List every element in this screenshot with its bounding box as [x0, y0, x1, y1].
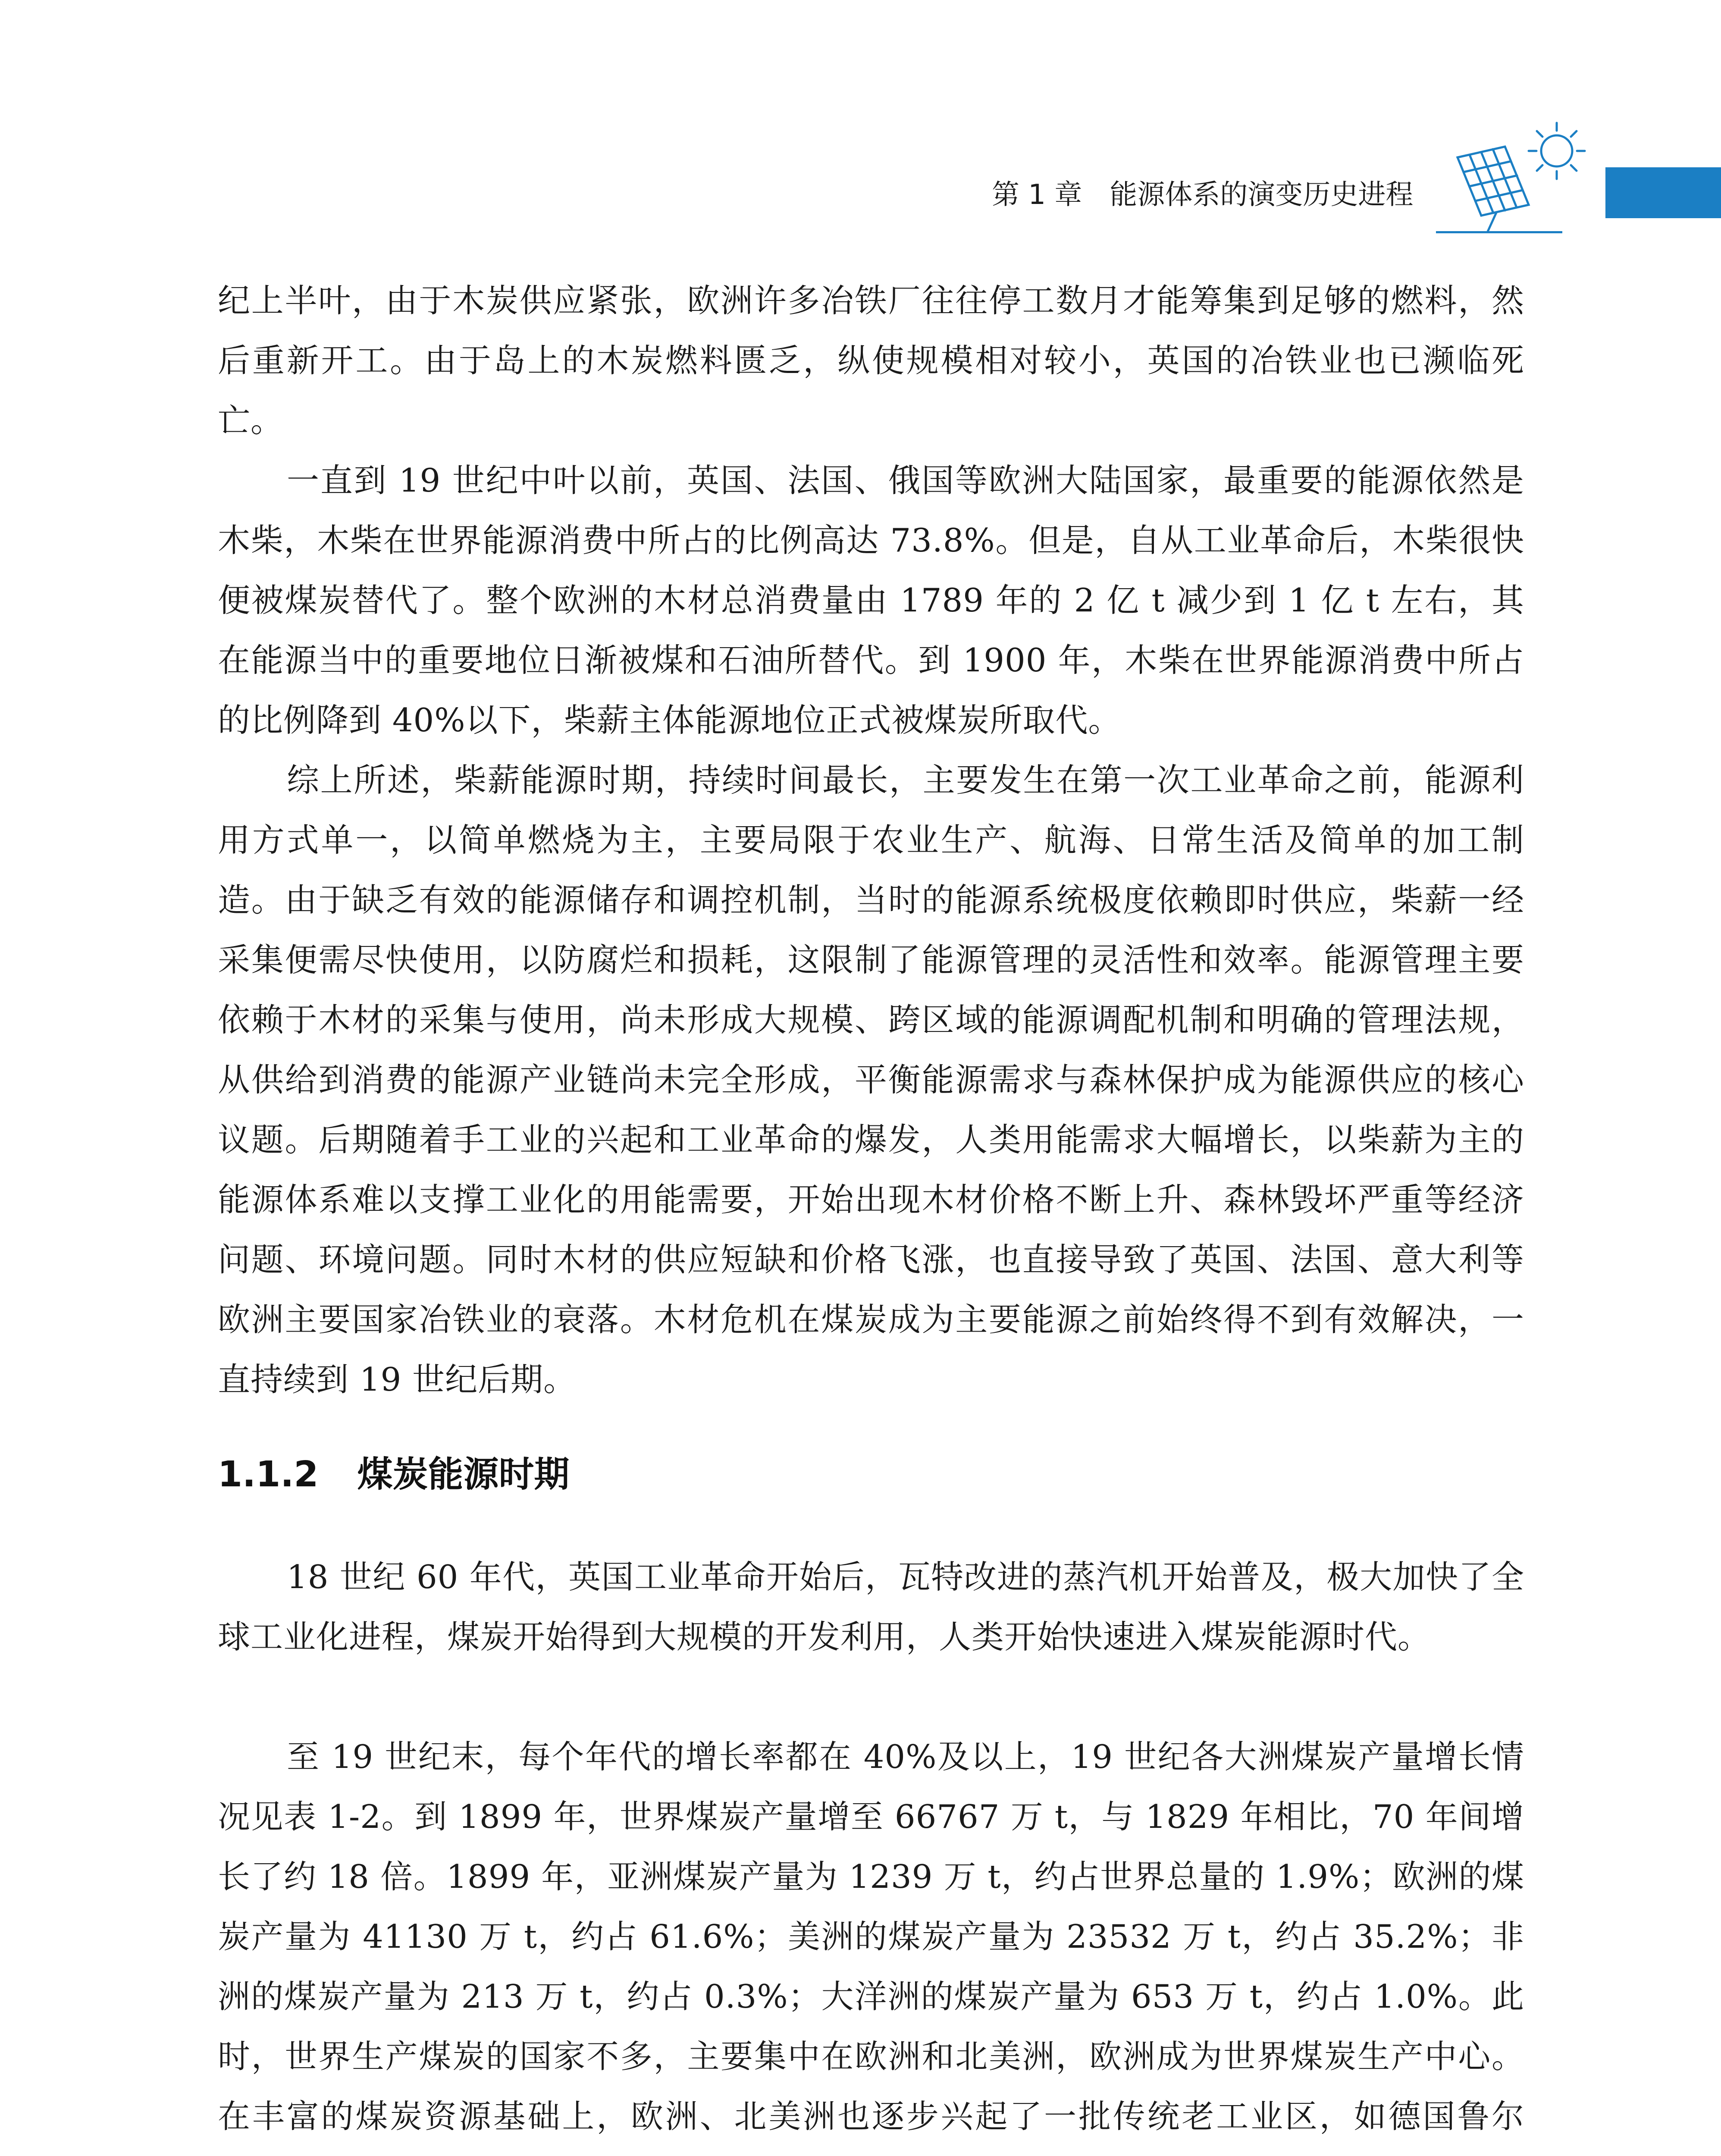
- paragraph-3: 综上所述，柴薪能源时期，持续时间最长，主要发生在第一次工业革命之前，能源利用方式单一，以简单燃烧为主，主要局限于农业生产、航海、日常生活及简单的加工制造。由于缺乏有效的能源储存和调控机制，当时的能源系统极度依赖即时供应，柴薪一经采集便需尽快使用，以防腐烂和损耗，这限制了能源管理的灵活性和效率。能源管理主要依赖于木材的采集与使用，尚未形成大规模、跨区域的能源调配机制和明确的管理法规，从供给到消费的能源产业链尚未完全形成，平衡能源需求与森林保护成为能源供应的核心议题。后期随着手工业的兴起和工业革命的爆发，人类用能需求大幅增长，以柴薪为主的能源体系难以支撑工业化的用能需要，开始出现木材价格不断上升、森林毁坏严重等经济问题、环境问题。同时木材的供应短缺和价格飞涨，也直接导致了英国、法国、意大利等欧洲主要国家冶铁业的衰落。木材危机在煤炭成为主要能源之前始终得不到有效解决，一直持续到 19 世纪后期。: [218, 761, 1524, 1398]
- paragraph-2: 一直到 19 世纪中叶以前，英国、法国、俄国等欧洲大陆国家，最重要的能源依然是木柴，木柴在世界能源消费中所占的比例高达 73.8%。但是，自从工业革命后，木柴很快便被煤炭替代了。整个欧洲的木材总消费量由 1789 年的 2 亿 t 减少到 1 亿 t 左右，其在能源当中的重要地位日渐被煤和石油所替代。到 1900 年，木柴在世界能源消费中所占的比例降到 40%以下，柴薪主体能源地位正式被煤炭所取代。: [218, 461, 1524, 739]
- chapter-header-title: 第 1 章 能源体系的演变历史进程: [992, 179, 1414, 211]
- header-rule: [1436, 231, 1562, 233]
- section-title: 煤炭能源时期: [357, 1454, 570, 1495]
- chapter-color-tab: [1605, 167, 1721, 218]
- section-number: 1.1.2: [218, 1454, 319, 1495]
- paragraph-4: 18 世纪 60 年代，英国工业革命开始后，瓦特改进的蒸汽机开始普及，极大加快了全球工业化进程，煤炭开始得到大规模的开发利用，人类开始快速进入煤炭能源时代。: [218, 1558, 1524, 1656]
- section-heading: [218, 1453, 569, 1496]
- solar-panel-sun-icon: [1445, 110, 1600, 241]
- paragraph-5: 至 19 世纪末，每个年代的增长率都在 40%及以上，19 世纪各大洲煤炭产量增长情况见表 1-2。到 1899 年，世界煤炭产量增至 66767 万 t，与 1829 年相比，70 年间增长了约 18 倍。1899 年，亚洲煤炭产量为 1239 万 t，约占世界总量的 1.9%；欧洲的煤炭产量为 41130 万 t，约占 61.6%；美洲的煤炭产量为 23532 万 t，约占 35.2%；非洲的煤炭产量为 213 万 t，约占 0.3%；大洋洲的煤炭产量为 653 万 t，约占 1.0%。此时，世界生产煤炭的国家不多，主要集中在欧洲和北美洲，欧洲成为世界煤炭生产中心。在丰富的煤炭资源基础上，欧洲、北美洲也逐步兴起了一批传统老工业区，如德国鲁尔: [218, 1738, 1524, 2135]
- paragraph-1: 纪上半叶，由于木炭供应紧张，欧洲许多冶铁厂往往停工数月才能筹集到足够的燃料，然后重新开工。由于岛上的木炭燃料匮乏，纵使规模相对较小，英国的冶铁业也已濒临死亡。: [218, 282, 1524, 439]
